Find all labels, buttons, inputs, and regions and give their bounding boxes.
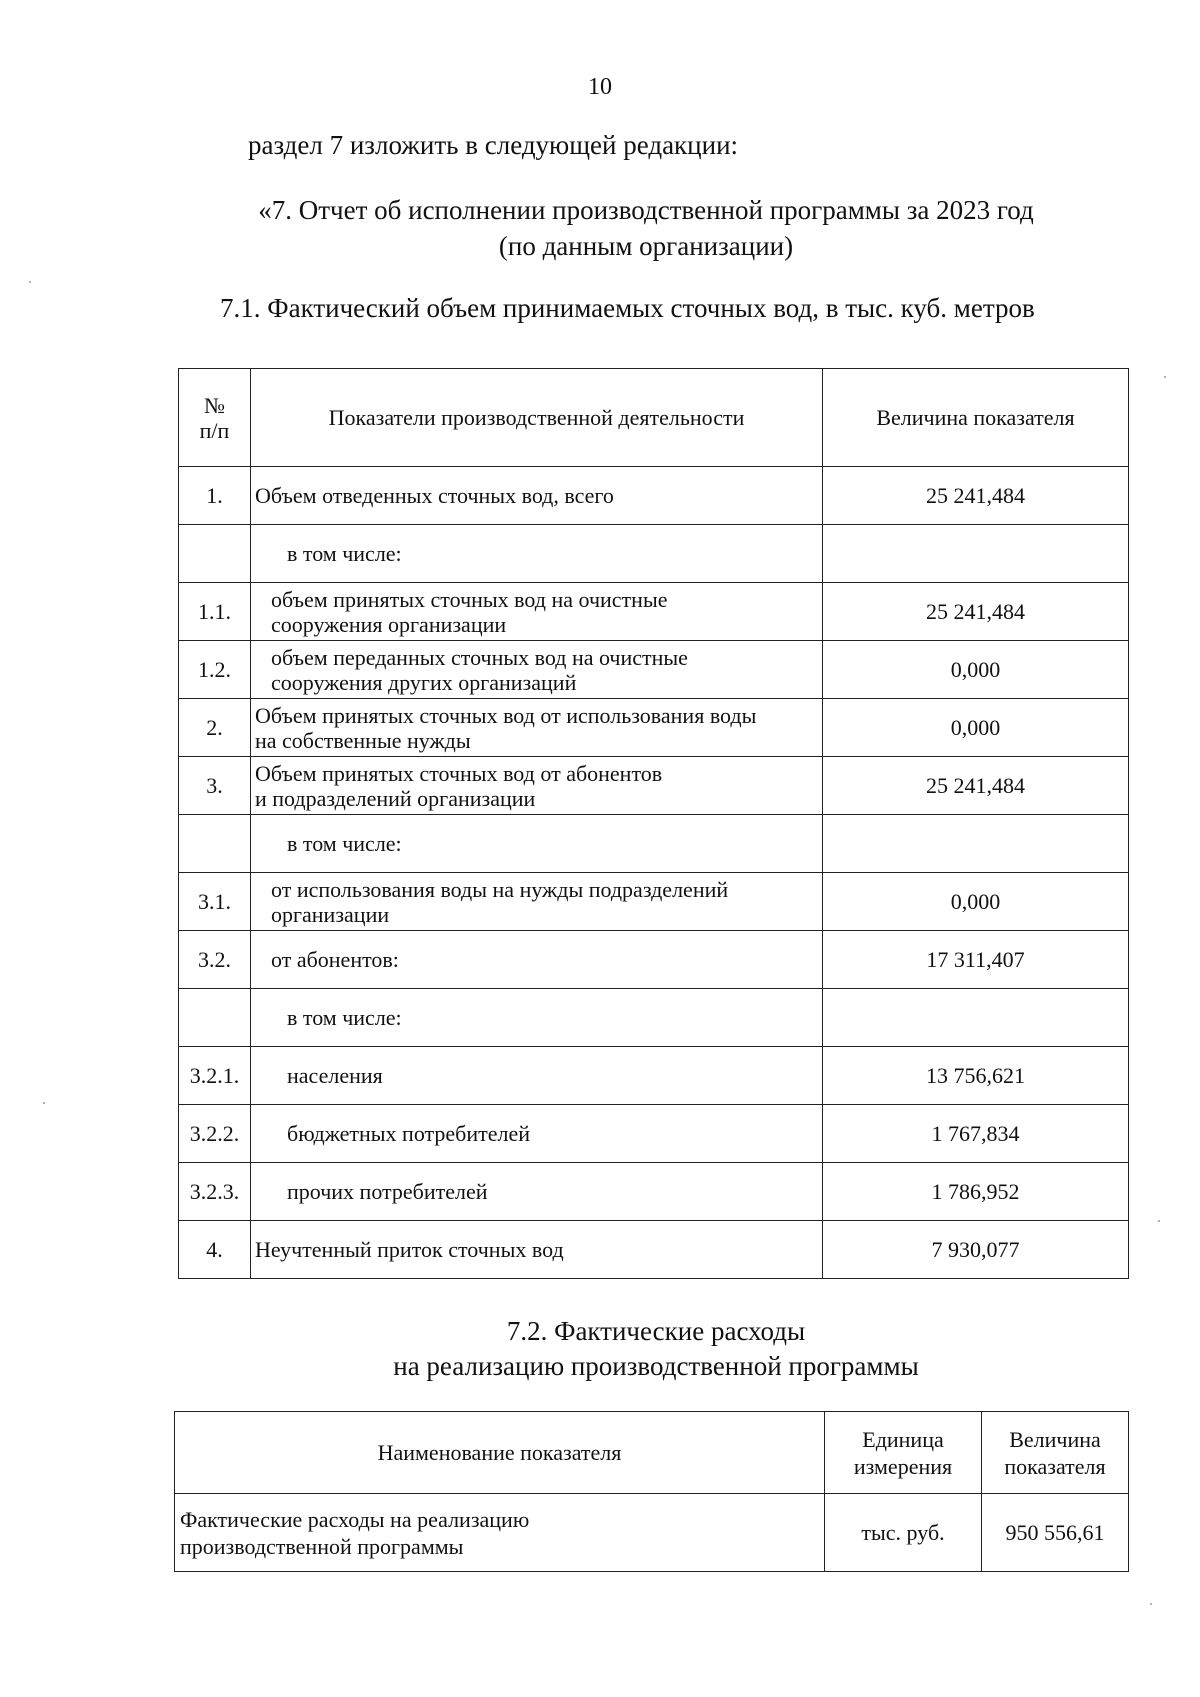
- header-value: Величина показателя: [823, 369, 1129, 467]
- row-value: [823, 815, 1129, 873]
- row-name-line-1: Фактические расходы на реализацию: [180, 1506, 530, 1532]
- subsection-title-7-2-line-2: на реализацию производственной программы: [393, 1351, 919, 1381]
- section-title-line-2: (по данным организации): [498, 231, 794, 261]
- table-row: [179, 699, 1129, 757]
- table-row: [179, 467, 1129, 525]
- section-title: [236, 192, 1056, 264]
- subsection-title-7-2: [296, 1314, 1016, 1384]
- header-value: [982, 1412, 1129, 1494]
- row-value: 25 241,484: [823, 467, 1129, 525]
- header-value-line-2: показателя: [1004, 1453, 1106, 1479]
- row-number: 3.: [179, 757, 251, 815]
- row-name: [251, 641, 823, 699]
- row-value: 7 930,077: [823, 1221, 1129, 1279]
- intro-line: раздел 7 изложить в следующей редакции:: [248, 130, 739, 160]
- wastewater-volume-table: [178, 368, 1129, 1279]
- row-number: [179, 989, 251, 1047]
- row-number: 3.1.: [179, 873, 251, 931]
- table-row: [175, 1494, 1129, 1572]
- header-indicator-name: Наименование показателя: [175, 1412, 825, 1494]
- header-value-line-1: Величина: [1009, 1426, 1101, 1452]
- row-name: от абонентов:: [251, 931, 823, 989]
- table-row: [179, 931, 1129, 989]
- row-value: 950 556,61: [982, 1494, 1129, 1572]
- row-number: 1.: [179, 467, 251, 525]
- table-row: [179, 525, 1129, 583]
- row-name: Неучтенный приток сточных вод: [251, 1221, 823, 1279]
- table-header-row: [175, 1412, 1129, 1494]
- row-value: 13 756,621: [823, 1047, 1129, 1105]
- row-name: Объем отведенных сточных вод, всего: [251, 467, 823, 525]
- row-value: 25 241,484: [823, 583, 1129, 641]
- header-num-abbrev: п/п: [199, 417, 230, 443]
- row-number: 3.2.3.: [179, 1163, 251, 1221]
- table-row: [179, 815, 1129, 873]
- row-name: в том числе:: [251, 989, 823, 1047]
- row-value: [823, 989, 1129, 1047]
- scan-speck: [1158, 1220, 1160, 1222]
- row-name-line-1: от использования воды на нужды подразделений: [271, 876, 729, 902]
- row-value: 0,000: [823, 641, 1129, 699]
- table-header-row: [179, 369, 1129, 467]
- header-unit-line-2: измерения: [853, 1453, 953, 1479]
- header-row-number: [179, 369, 251, 467]
- row-number: 3.2.: [179, 931, 251, 989]
- row-name: [251, 583, 823, 641]
- row-name-line-2: сооружения других организаций: [271, 669, 577, 695]
- header-unit-line-1: Единица: [862, 1426, 944, 1452]
- row-value: 17 311,407: [823, 931, 1129, 989]
- scan-speck: [43, 1102, 45, 1104]
- row-name: бюджетных потребителей: [251, 1105, 823, 1163]
- row-value: 0,000: [823, 699, 1129, 757]
- row-number: 1.2.: [179, 641, 251, 699]
- row-number: 4.: [179, 1221, 251, 1279]
- table-row: [179, 989, 1129, 1047]
- scan-speck: [29, 281, 31, 283]
- row-name-line-1: объем принятых сточных вод на очистные: [271, 586, 668, 612]
- row-name: [175, 1494, 825, 1572]
- row-name: прочих потребителей: [251, 1163, 823, 1221]
- table-row: [179, 757, 1129, 815]
- row-number: 1.1.: [179, 583, 251, 641]
- page-number: 10: [588, 74, 612, 100]
- row-unit: тыс. руб.: [825, 1494, 982, 1572]
- scan-speck: [1164, 376, 1166, 378]
- row-name-line-2: на собственные нужды: [255, 727, 471, 753]
- header-indicator: Показатели производственной деятельности: [251, 369, 823, 467]
- row-name-line-2: организации: [271, 901, 390, 927]
- row-name: [251, 757, 823, 815]
- row-value: 1 767,834: [823, 1105, 1129, 1163]
- row-value: 0,000: [823, 873, 1129, 931]
- row-name-line-2: производственной программы: [180, 1533, 464, 1559]
- row-name-line-2: и подразделений организации: [255, 785, 536, 811]
- table-row: [179, 1221, 1129, 1279]
- row-value: [823, 525, 1129, 583]
- header-num-symbol: №: [204, 392, 225, 418]
- table-row: [179, 1163, 1129, 1221]
- section-title-line-1: «7. Отчет об исполнении производственной программы за 2023 год: [258, 195, 1034, 225]
- table-row: [179, 873, 1129, 931]
- row-name: населения: [251, 1047, 823, 1105]
- row-name: в том числе:: [251, 525, 823, 583]
- row-name-line-1: Объем принятых сточных вод от использования воды: [255, 702, 757, 728]
- row-name-line-1: объем переданных сточных вод на очистные: [271, 644, 688, 670]
- header-unit: [825, 1412, 982, 1494]
- row-number: 3.2.2.: [179, 1105, 251, 1163]
- row-name: в том числе:: [251, 815, 823, 873]
- row-value: 25 241,484: [823, 757, 1129, 815]
- table-row: [179, 583, 1129, 641]
- row-value: 1 786,952: [823, 1163, 1129, 1221]
- subsection-title-7-2-line-1: 7.2. Фактические расходы: [506, 1316, 806, 1346]
- subsection-title-7-1: 7.1. Фактический объем принимаемых сточных вод, в тыс. куб. метров: [220, 293, 1035, 323]
- row-name: [251, 873, 823, 931]
- row-name: [251, 699, 823, 757]
- table-row: [179, 1105, 1129, 1163]
- row-number: 3.2.1.: [179, 1047, 251, 1105]
- row-number: 2.: [179, 699, 251, 757]
- row-name-line-2: сооружения организации: [271, 611, 507, 637]
- row-name-line-1: Объем принятых сточных вод от абонентов: [255, 760, 663, 786]
- table-row: [179, 641, 1129, 699]
- program-expenses-table: [174, 1411, 1129, 1572]
- table-row: [179, 1047, 1129, 1105]
- row-number: [179, 815, 251, 873]
- scan-speck: [1150, 1603, 1152, 1605]
- row-number: [179, 525, 251, 583]
